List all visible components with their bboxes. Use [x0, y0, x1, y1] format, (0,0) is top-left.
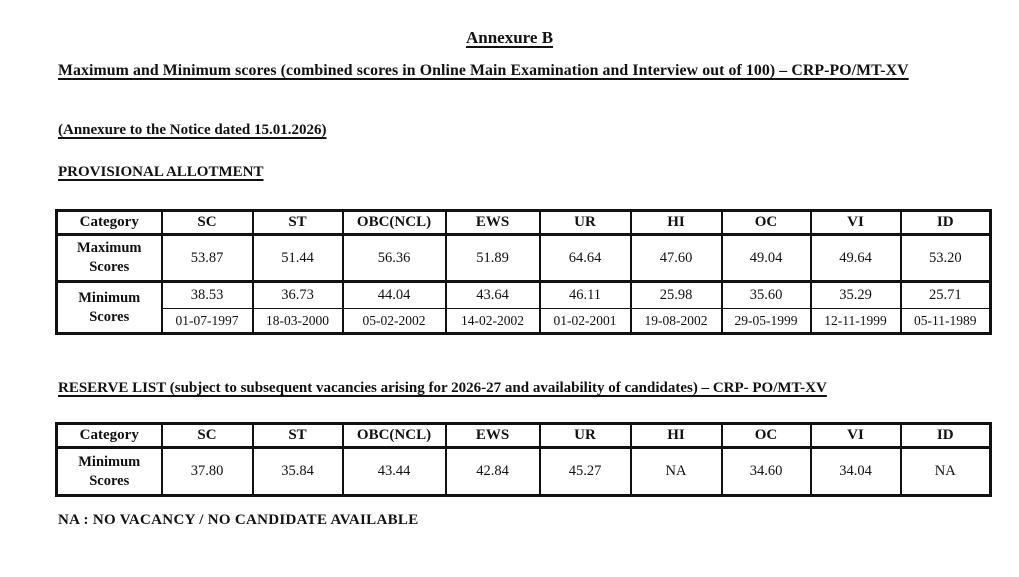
provisional-allotment-table [55, 209, 992, 335]
cutoff-date-id: 05-11-1989 [901, 309, 991, 334]
min-score-vi: 35.29 [811, 282, 901, 309]
column-header-ews: EWS [446, 211, 540, 235]
min-score-st: 36.73 [253, 282, 343, 309]
reserve-min-score-oc: 34.60 [722, 448, 811, 496]
cutoff-date-oc: 29-05-1999 [722, 309, 811, 334]
column-header-st: ST [253, 424, 343, 448]
cutoff-date-ur: 01-02-2001 [540, 309, 631, 334]
cutoff-date-vi: 12-11-1999 [811, 309, 901, 334]
annexure-note: (Annexure to the Notice dated 15.01.2026) [58, 122, 327, 138]
column-header-ews: EWS [446, 424, 540, 448]
row-label-minimum-scores: Minimum Scores [57, 282, 162, 334]
column-header-obc: OBC(NCL) [343, 211, 446, 235]
max-score-vi: 49.64 [811, 235, 901, 282]
min-score-obc: 44.04 [343, 282, 446, 309]
min-score-ews: 43.64 [446, 282, 540, 309]
row-label-minimum-scores: Minimum Scores [57, 448, 162, 496]
row-label-maximum-scores: Maximum Scores [57, 235, 162, 282]
na-footnote: NA : NO VACANCY / NO CANDIDATE AVAILABLE [58, 512, 419, 528]
minimum-scores-row [57, 282, 991, 309]
cutoff-date-obc: 05-02-2002 [343, 309, 446, 334]
column-header-category: Category [57, 211, 162, 235]
column-header-hi: HI [631, 211, 722, 235]
min-score-sc: 38.53 [162, 282, 253, 309]
table-header-row [57, 211, 991, 235]
min-score-ur: 46.11 [540, 282, 631, 309]
cutoff-date-sc: 01-07-1997 [162, 309, 253, 334]
max-score-st: 51.44 [253, 235, 343, 282]
maximum-scores-row [57, 235, 991, 282]
column-header-st: ST [253, 211, 343, 235]
column-header-ur: UR [540, 211, 631, 235]
max-score-hi: 47.60 [631, 235, 722, 282]
provisional-allotment-heading: PROVISIONAL ALLOTMENT [58, 164, 264, 180]
reserve-min-score-st: 35.84 [253, 448, 343, 496]
reserve-min-score-obc: 43.44 [343, 448, 446, 496]
column-header-id: ID [901, 424, 991, 448]
column-header-hi: HI [631, 424, 722, 448]
column-header-obc: OBC(NCL) [343, 424, 446, 448]
min-score-oc: 35.60 [722, 282, 811, 309]
column-header-oc: OC [722, 424, 811, 448]
cutoff-date-st: 18-03-2000 [253, 309, 343, 334]
reserve-min-score-id: NA [901, 448, 991, 496]
document-subtitle: Maximum and Minimum scores (combined scores in Online Main Examination and Interview out of 100) – CRP-PO/MT-XV [58, 62, 909, 79]
table-header-row [57, 424, 991, 448]
column-header-vi: VI [811, 211, 901, 235]
max-score-id: 53.20 [901, 235, 991, 282]
column-header-oc: OC [722, 211, 811, 235]
reserve-min-score-hi: NA [631, 448, 722, 496]
column-header-category: Category [57, 424, 162, 448]
minimum-scores-date-row [57, 309, 991, 334]
reserve-min-score-vi: 34.04 [811, 448, 901, 496]
reserve-list-table [55, 422, 992, 497]
max-score-sc: 53.87 [162, 235, 253, 282]
page-title: Annexure B [465, 28, 554, 47]
reserve-min-score-ews: 42.84 [446, 448, 540, 496]
column-header-sc: SC [162, 424, 253, 448]
reserve-min-score-ur: 45.27 [540, 448, 631, 496]
reserve-list-heading: RESERVE LIST (subject to subsequent vacancies arising for 2026-27 and availability of candidates) – CRP- PO/MT-XV [58, 380, 827, 396]
min-score-hi: 25.98 [631, 282, 722, 309]
minimum-scores-row [57, 448, 991, 496]
max-score-ur: 64.64 [540, 235, 631, 282]
column-header-sc: SC [162, 211, 253, 235]
max-score-ews: 51.89 [446, 235, 540, 282]
max-score-obc: 56.36 [343, 235, 446, 282]
column-header-ur: UR [540, 424, 631, 448]
cutoff-date-hi: 19-08-2002 [631, 309, 722, 334]
column-header-id: ID [901, 211, 991, 235]
max-score-oc: 49.04 [722, 235, 811, 282]
column-header-vi: VI [811, 424, 901, 448]
cutoff-date-ews: 14-02-2002 [446, 309, 540, 334]
reserve-min-score-sc: 37.80 [162, 448, 253, 496]
min-score-id: 25.71 [901, 282, 991, 309]
